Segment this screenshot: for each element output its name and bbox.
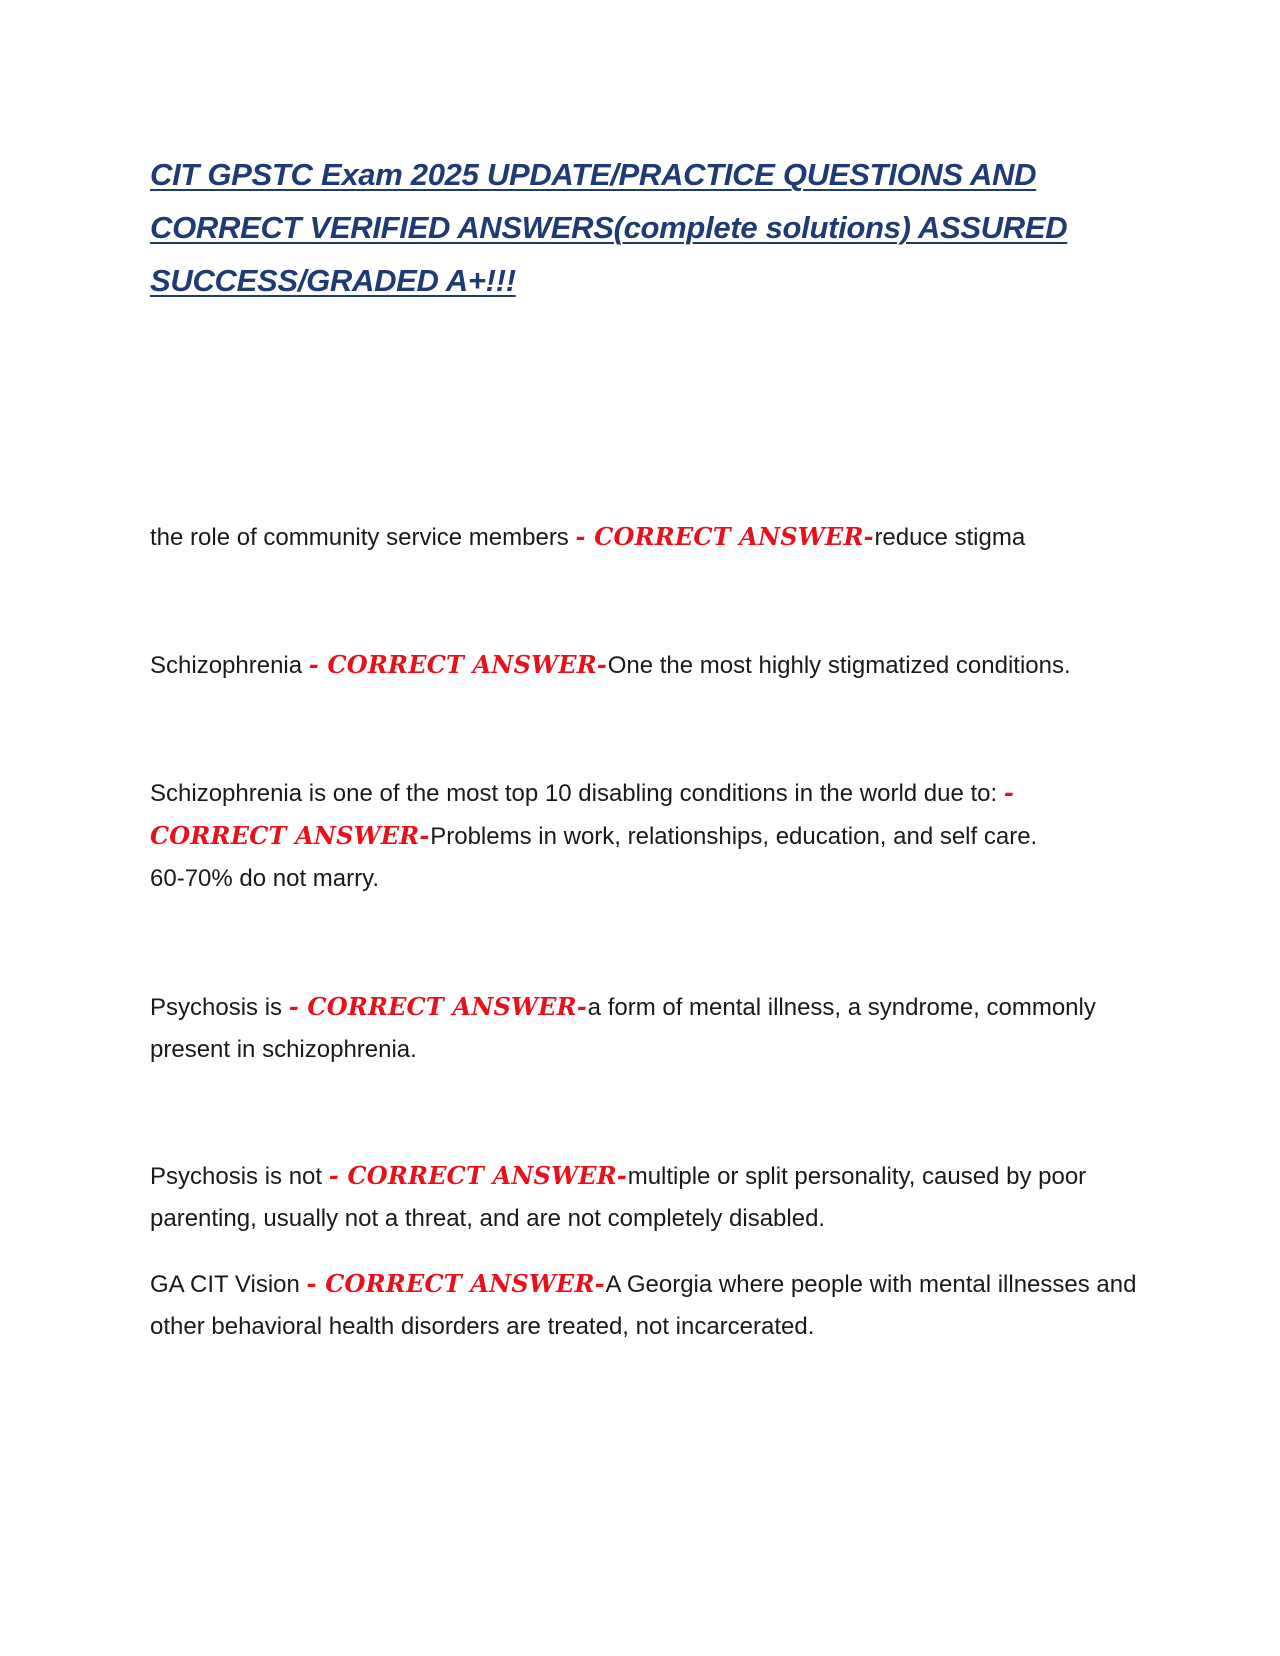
qa-item bbox=[150, 772, 1140, 900]
question-text: Psychosis is not bbox=[150, 1163, 323, 1190]
correct-answer-marker: - CORRECT ANSWER- bbox=[150, 778, 1015, 850]
qa-item bbox=[150, 1263, 1140, 1348]
document-title: CIT GPSTC Exam 2025 UPDATE/PRACTICE QUESTIONS AND CORRECT VERIFIED ANSWERS(complete solutions) ASSURED SUCCESS/GRADED A+!!! bbox=[150, 157, 1068, 298]
question-text: Schizophrenia bbox=[150, 652, 303, 679]
answer-text: One the most highly stigmatized conditions. bbox=[607, 652, 1071, 679]
question-text: the role of community service members bbox=[150, 524, 569, 551]
answer-text: reduce stigma bbox=[874, 524, 1026, 551]
answer-extra-text: 60-70% do not marry. bbox=[150, 865, 379, 892]
question-text: Psychosis is bbox=[150, 994, 283, 1021]
qa-item bbox=[150, 1155, 1140, 1240]
correct-answer-marker: - CORRECT ANSWER- bbox=[308, 650, 608, 679]
answer-text: a form of mental illness, a syndrome, commonly present in schizophrenia. bbox=[150, 994, 1096, 1063]
correct-answer-marker: - CORRECT ANSWER- bbox=[306, 1269, 605, 1298]
qa-item bbox=[150, 644, 1140, 687]
correct-answer-marker: - CORRECT ANSWER- bbox=[575, 522, 874, 551]
qa-item bbox=[150, 516, 1140, 559]
answer-text: A Georgia where people with mental illnesses and other behavioral health disorders are treated, not incarcerated. bbox=[150, 1271, 1137, 1340]
correct-answer-marker: - CORRECT ANSWER- bbox=[288, 992, 587, 1021]
question-text: GA CIT Vision bbox=[150, 1271, 300, 1298]
question-text: Schizophrenia is one of the most top 10 disabling conditions in the world due to: bbox=[150, 780, 998, 807]
qa-item bbox=[150, 986, 1140, 1071]
answer-text: Problems in work, relationships, education, and self care. bbox=[430, 823, 1038, 850]
answer-text: multiple or split personality, caused by poor parenting, usually not a threat, and are not completely disabled. bbox=[150, 1163, 1087, 1232]
correct-answer-marker: - CORRECT ANSWER- bbox=[328, 1161, 628, 1190]
